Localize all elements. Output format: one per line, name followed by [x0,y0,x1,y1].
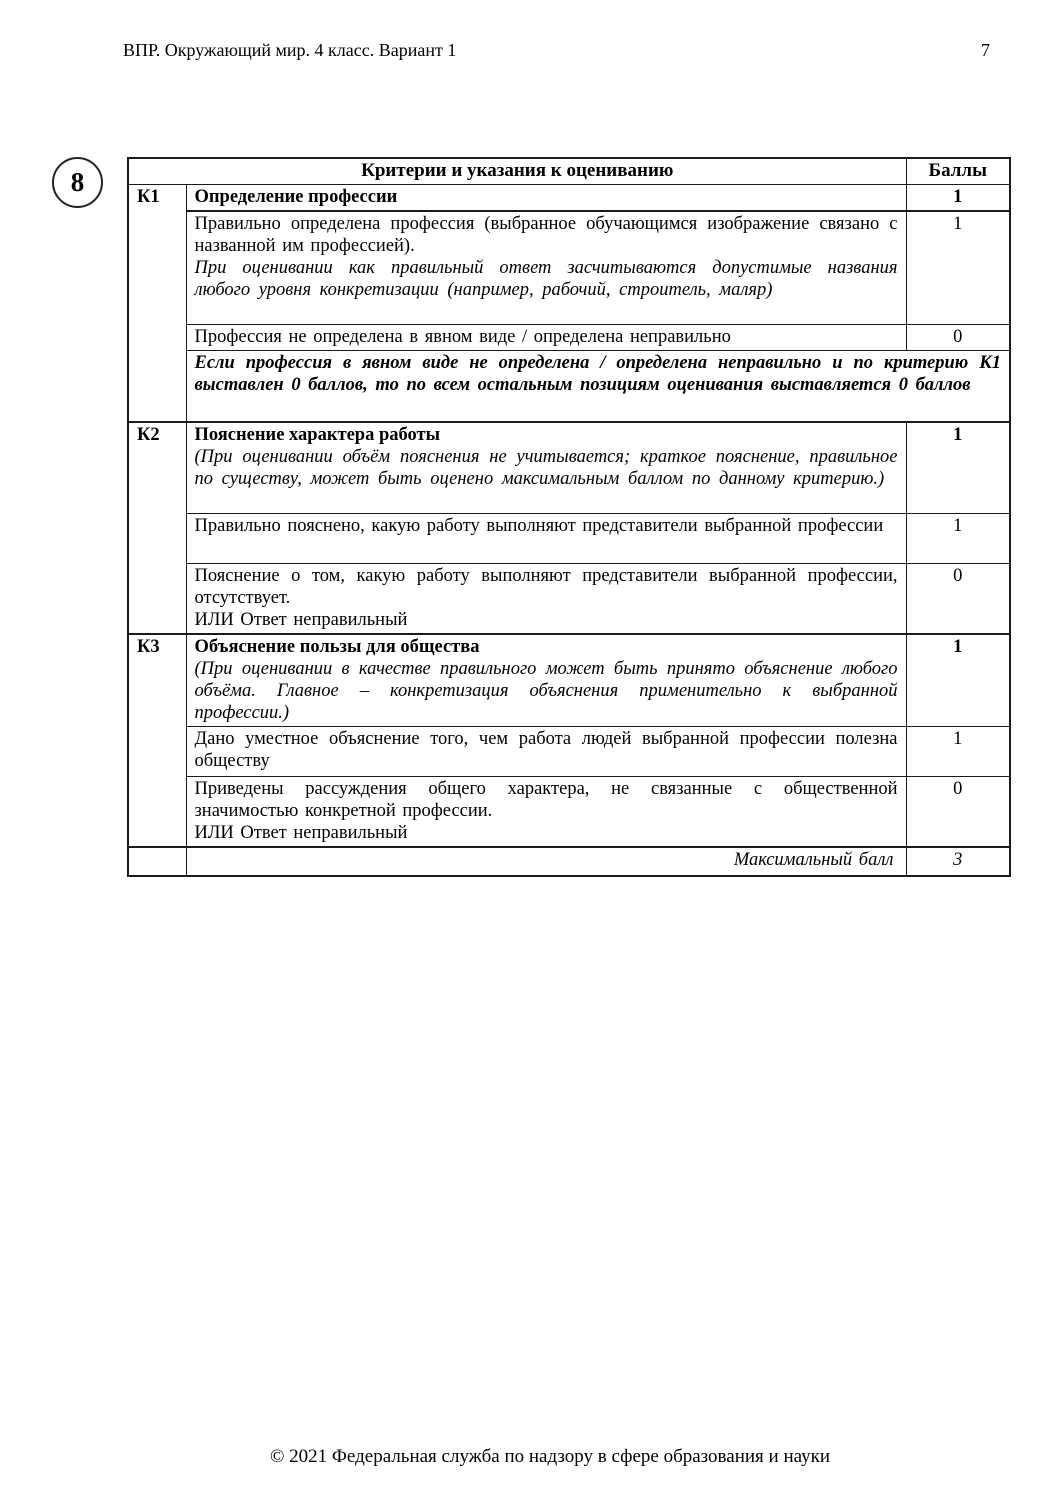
criteria-paragraph: Правильно определена профессия (выбранное обучающимся изображение связано с названной им профессией). [194,214,898,256]
table-row [128,726,1010,776]
table-row [128,847,1010,876]
points-cell: 1 [906,513,1010,563]
criteria-cell [186,563,906,634]
points-cell: 0 [906,324,1010,350]
table-row [128,185,1010,212]
criteria-table [127,157,1011,877]
table-row [128,324,1010,350]
criteria-paragraph: При оценивании как правильный ответ засчитываются допустимые названия любого уровня конкретизации (например, рабочий, строитель, маляр) [194,258,898,300]
criteria-cell [186,211,906,324]
criteria-paragraph: Приведены рассуждения общего характера, не связанные с общественной значимостью конкретной профессии. [194,778,898,821]
table-row [128,563,1010,634]
criteria-cell [186,350,1010,422]
criteria-paragraph: Профессия не определена в явном виде / определена неправильно [194,326,731,347]
criteria-cell [186,513,906,563]
points-cell: 1 [906,726,1010,776]
table-row [128,211,1010,324]
criteria-table-body [128,185,1010,876]
table-row [128,776,1010,847]
page-footer: © 2021 Федеральная служба по надзору в сфере образования и науки [269,1446,830,1467]
criteria-paragraph: Дано уместное объяснение того, чем работа людей выбранной профессии полезна обществу [194,728,898,771]
criteria-paragraph: Максимальный балл [733,849,894,870]
criteria-paragraph: ИЛИ Ответ неправильный [194,609,408,630]
criteria-paragraph: ИЛИ Ответ неправильный [194,822,408,843]
points-cell: 1 [906,634,1010,727]
criteria-paragraph: Пояснение характера работы [194,425,441,445]
table-header-criteria: Критерии и указания к оцениванию [128,158,906,185]
criteria-paragraph: Если профессия в явном виде не определена / определена неправильно и по критерию К1 выставлен 0 баллов, то по всем остальным позициям оценивания выставляется 0 баллов [194,352,1001,395]
criteria-paragraph: Определение профессии [194,187,398,207]
table-row [128,350,1010,422]
points-cell: 0 [906,776,1010,847]
criteria-paragraph: (При оценивании объём пояснения не учитывается; краткое пояснение, правильное по существу, может быть оценено максимальным баллом по данному критерию.) [194,447,898,489]
question-number-badge [52,157,103,208]
table-row [128,513,1010,563]
points-cell: 3 [906,847,1010,876]
table-header-points: Баллы [906,158,1010,185]
criteria-cell [186,776,906,847]
criteria-cell [186,324,906,350]
criteria-cell [186,847,906,876]
criterion-code [128,847,186,876]
criterion-code: К1 [128,185,186,423]
criteria-paragraph: Объяснение пользы для общества [194,636,480,657]
table-header-row [128,158,1010,185]
table-row [128,422,1010,513]
criterion-code: К2 [128,422,186,634]
points-cell: 1 [906,211,1010,324]
criteria-cell [186,634,906,727]
criterion-code: К3 [128,634,186,847]
criteria-cell [186,726,906,776]
criteria-cell [186,185,906,212]
criteria-paragraph: Правильно пояснено, какую работу выполняют представители выбранной профессии [194,515,884,536]
page-number: 7 [981,40,990,60]
running-header: ВПР. Окружающий мир. 4 класс. Вариант 1 [123,40,457,60]
criteria-cell [186,422,906,513]
criteria-paragraph: (При оценивании в качестве правильного может быть принято объяснение любого объёма. Главное – конкретизация объяснения применительно к выбранной профессии.) [194,658,898,723]
points-cell: 1 [906,422,1010,513]
points-cell: 0 [906,563,1010,634]
question-number: 8 [70,167,85,197]
table-row [128,634,1010,727]
criteria-paragraph: Пояснение о том, какую работу выполняют представители выбранной профессии, отсутствует. [194,565,898,608]
points-cell: 1 [906,185,1010,212]
